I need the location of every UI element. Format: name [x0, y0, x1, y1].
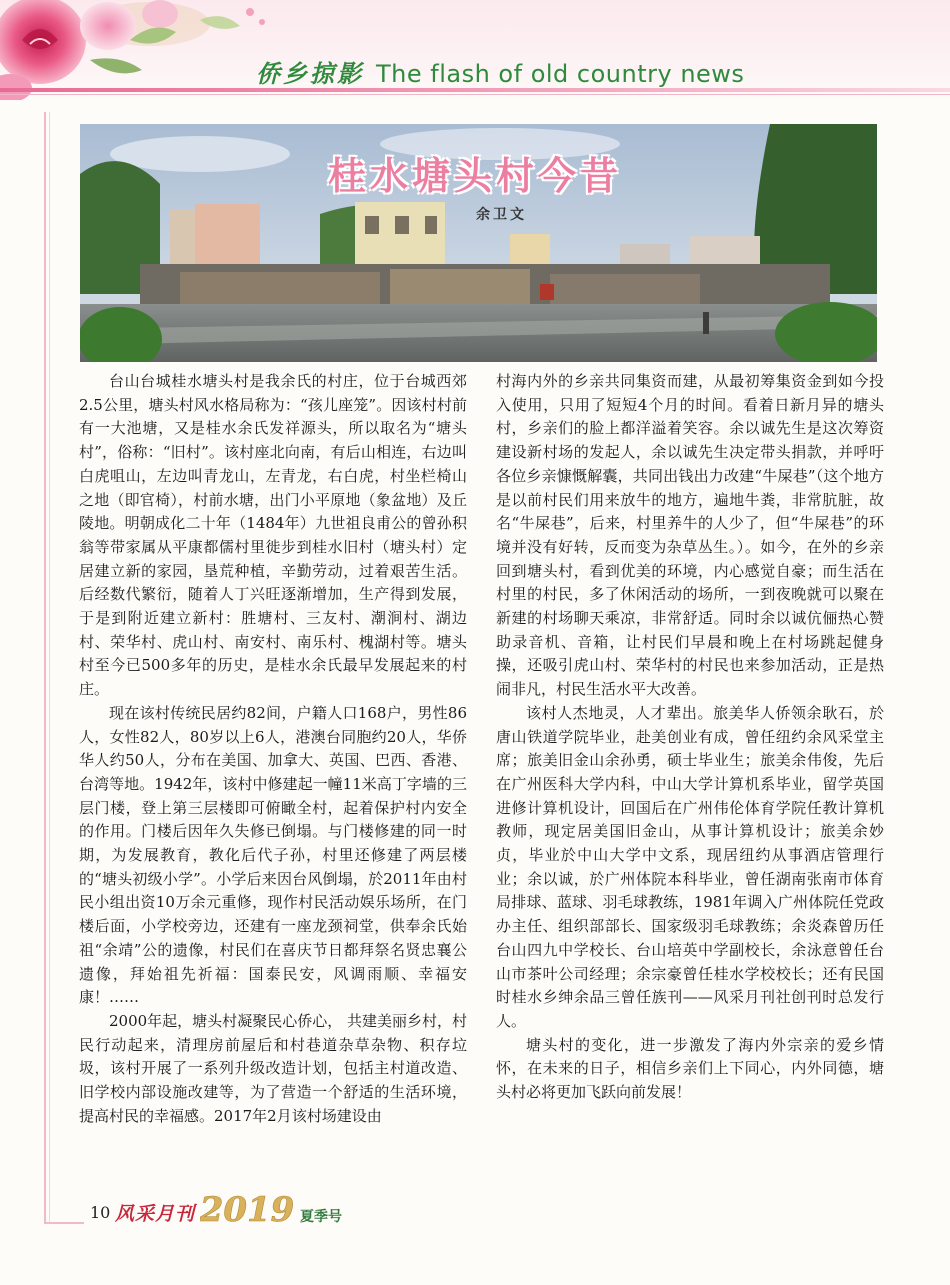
paragraph: 台山台城桂水塘头村是我余氏的村庄，位于台城西郊2.5公里，塘头村风水格局称为：“孩儿座笼”。因该村村前有一大池塘，又是桂水余氏发祥源头，所以取名为“塘头村”，俗称：“旧村”。该村座北向南，有后山相连，右边叫白虎咀山，左边叫青龙山，左青龙，右白虎，村坐栏椅山之地（即官椅），村前水塘，出门小平原地（象盆地）及丘陵地。明朝成化二十年（1484年）九世祖良甫公的曾孙积翁等带家属从平康都儒村里徙步到桂水旧村（塘头村）定居建立新的家园，垦荒种植，辛勤劳动，过着艰苦生活。后经数代繁衍，随着人丁兴旺逐渐增加，生产得到发展，于是到附近建立新村：胜塘村、三友村、潮涧村、湖边村、荣华村、虎山村、南安村、南乐村、槐湖村等。塘头村至今已500多年的历史，是桂水余氏最早发展起来的村庄。 — [79, 372, 467, 699]
article-column-left — [79, 370, 467, 1129]
page-number: 10 — [90, 1203, 111, 1222]
paragraph: 现在该村传统民居约82间，户籍人口168户，男性86人，女性82人，80岁以上6人，港澳台同胞约20人，华侨华人约50人，分布在美国、加拿大、英国、巴西、香港、台湾等地。1942年，该村中修建起一幢11米高丁字墙的三层门楼，登上第三层楼即可俯瞰全村，起着保护村内安全的作用。门楼后因年久失修已倒塌。与门楼修建的同一时期，为发展教育，教化后代子孙，村里还修建了两层楼的“塘头初级小学”。小学后来因台风倒塌，於2011年由村民小组出资10万余元重修，现作村民活动娱乐场所，在门楼后面，小学校旁边，还建有一座龙颈祠堂，供奉余氏始祖“余靖”公的遗像，村民们在喜庆节日都拜祭名贤忠襄公遗像，拜始祖先祈福：国泰民安，风调雨顺、幸福安康！…… — [79, 703, 467, 1007]
section-title-cn: 侨乡掠影 — [256, 60, 364, 88]
section-title-en: The flash of old country news — [376, 60, 745, 88]
article-author: 余卫文 — [476, 207, 527, 223]
article-column-right — [496, 370, 884, 1105]
footer-line — [44, 1222, 84, 1224]
magazine-name: 风采月刊 — [115, 1203, 196, 1225]
page-header — [0, 0, 950, 100]
left-border-line — [44, 112, 46, 1222]
section-title — [256, 54, 744, 89]
header-rule — [0, 88, 950, 92]
year-logo-icon — [200, 1183, 295, 1233]
left-border-line-inner — [49, 112, 50, 1222]
paragraph: 2000年起，塘头村凝聚民心侨心， 共建美丽乡村，村民行动起来，清理房前屋后和村巷道杂草杂物、积存垃圾，该村开展了一系列升级改造计划，包括主村道改造、旧学校内部设施改建等，为了营造一个舒适的生活环境，提高村民的幸福感。2017年2月该村场建设由 — [79, 1011, 467, 1125]
paragraph: 该村人杰地灵，人才辈出。旅美华人侨领余耿石，於唐山铁道学院毕业，赴美创业有成，曾任纽约余风采堂主席；旅美旧金山余孙勇，硕士毕业生；旅美余伟俊，先后在广州医科大学内科，中山大学计算机系毕业，留学英国进修计算机设计，回国后在广州伟伦体育学院任教计算机教师，现定居美国旧金山，从事计算机设计；旅美余妙贞，毕业於中山大学中文系，现居纽约从事酒店管理行业；余以诚，於广州体院本科毕业，曾任湖南张南市体育局排球、蓝球、羽毛球教练，1981年调入广州体院任党政办主任、组织部部长、国家级羽毛球教练；余炎森曾历任台山四九中学校长、台山培英中学副校长，余泳意曾任台山市茶叶公司经理；余宗豪曾任桂水学校校长；还有民国时桂水乡绅余品三曾任族刊——风采月刊社创刊时总发行人。 — [496, 703, 884, 1030]
issue-season: 夏季号 — [300, 1209, 342, 1225]
year-logo-text: 2019 — [200, 1190, 295, 1230]
header-rule-thin — [0, 94, 950, 95]
paragraph: 塘头村的变化，进一步激发了海内外宗亲的爱乡情怀，在未来的日子，相信乡亲们上下同心，内外同德，塘头村必将更加飞跃向前发展！ — [496, 1035, 884, 1102]
paragraph-continued: 村海内外的乡亲共同集资而建，从最初筹集资金到如今投入使用，只用了短短4个月的时间。看着日新月异的塘头村，乡亲们的脸上都洋溢着笑容。余以诚先生是这次筹资建设新村场的发起人，余以诚先生决定带头捐款，并呼吁各位乡亲慷慨解囊，共同出钱出力改建“牛屎巷”（这个地方是以前村民们用来放牛的地方，遍地牛粪，非常肮脏，故名“牛屎巷”，后来，村里养牛的人少了，但“牛屎巷”的环境并没有好转，反而变为杂草丛生。）。如今，在外的乡亲回到塘头村，看到优美的环境，内心感觉自豪；而生活在村里的村民，多了休闲活动的场所，一到夜晚就可以聚在新建的村场聊天乘凉，非常舒适。同时余以诚伉俪热心赞助录音机、音箱，让村民们早晨和晚上在村场跳起健身操，还吸引虎山村、荣华村的村民也来参加活动，正是热闹非凡，村民生活水平大改善。 — [496, 372, 884, 699]
article-title: 桂水塘头村今昔 — [327, 154, 622, 198]
